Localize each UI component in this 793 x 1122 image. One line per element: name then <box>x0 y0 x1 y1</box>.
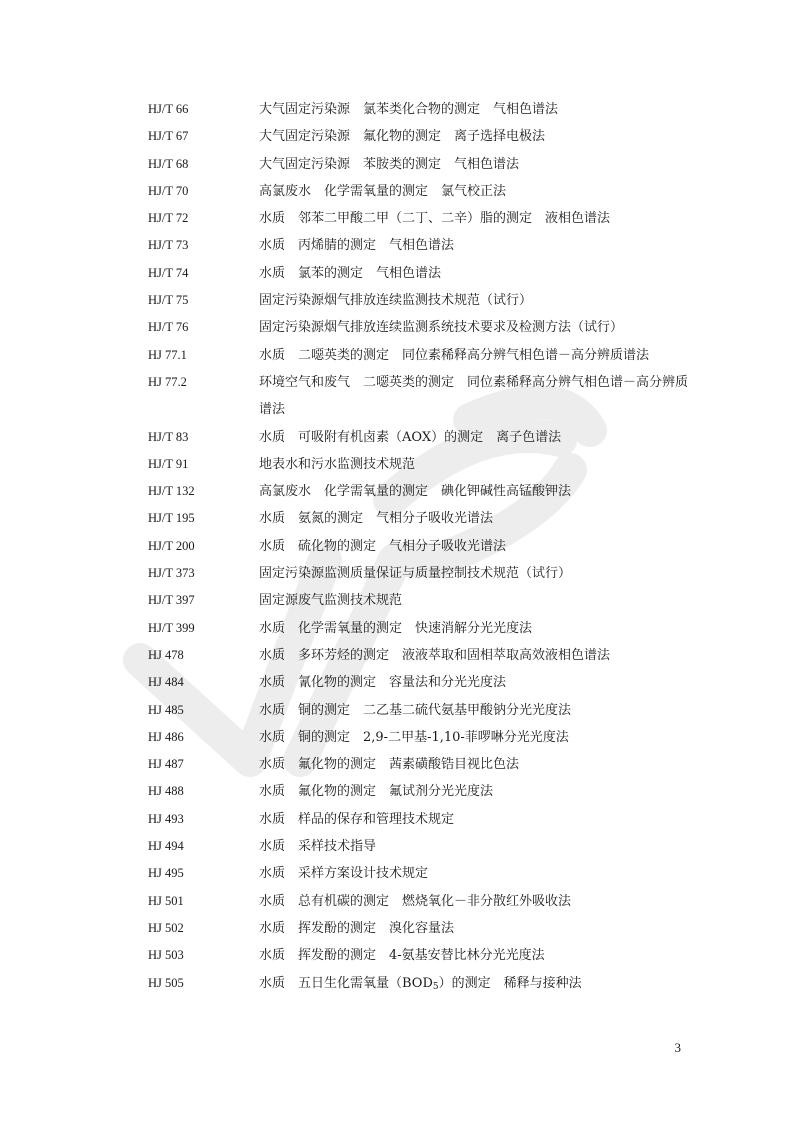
standard-title: 水质 可吸附有机卤素（AOX）的测定 离子色谱法 <box>259 429 562 445</box>
standard-title: 水质 多环芳烃的测定 液液萃取和固相萃取高效液相色谱法 <box>259 647 611 663</box>
standard-title: 水质 挥发酚的测定 4-氨基安替比林分光光度法 <box>259 948 545 964</box>
standard-row <box>148 970 688 1001</box>
standard-code: HJ/T 67 <box>148 129 189 144</box>
standard-code: HJ/T 399 <box>148 620 195 635</box>
standard-row <box>148 860 688 887</box>
standard-code: HJ/T 200 <box>148 538 195 553</box>
standard-row <box>148 806 688 833</box>
standard-title: 水质 氟化物的测定 氟试剂分光光度法 <box>259 784 494 800</box>
standard-row <box>148 642 688 669</box>
standard-code: HJ 484 <box>148 675 184 690</box>
standard-code: HJ/T 72 <box>148 211 189 226</box>
standard-row <box>148 151 688 178</box>
standard-code: HJ 487 <box>148 757 184 772</box>
standard-code: HJ/T 75 <box>148 293 189 308</box>
standard-code: HJ/T 91 <box>148 456 189 471</box>
standard-title: 大气固定污染源 苯胺类的测定 气相色谱法 <box>259 156 520 172</box>
subscript: 5 <box>432 981 439 992</box>
standard-row <box>148 178 688 205</box>
standard-code: HJ 495 <box>148 866 184 881</box>
standard-code: HJ 77.2 <box>148 374 187 389</box>
standard-code: HJ 486 <box>148 729 184 744</box>
standard-title: 环境空气和废气 二噁英类的测定 同位素稀释高分辨气相色谱－高分辨质谱法 <box>259 374 689 418</box>
standard-row <box>148 615 688 642</box>
standard-code: HJ 493 <box>148 811 184 826</box>
standard-code: HJ 77.1 <box>148 347 187 362</box>
standard-title <box>259 970 688 1001</box>
standard-title: 水质 采样方案设计技术规定 <box>259 866 429 882</box>
standard-code: HJ/T 132 <box>148 484 195 499</box>
standard-row <box>148 342 688 369</box>
standard-code: HJ/T 397 <box>148 593 195 608</box>
standard-code: HJ/T 74 <box>148 265 189 280</box>
standard-row <box>148 96 688 123</box>
standard-title: 高氯废水 化学需氧量的测定 氯气校正法 <box>259 183 507 199</box>
standard-title: 固定污染源监测质量保证与质量控制技术规范（试行） <box>259 566 572 582</box>
standard-row <box>148 751 688 778</box>
standard-row <box>148 260 688 287</box>
standard-title: 水质 丙烯腈的测定 气相色谱法 <box>259 238 455 254</box>
standard-row <box>148 833 688 860</box>
standard-row <box>148 478 688 505</box>
standard-row <box>148 451 688 478</box>
standard-title: 水质 总有机碳的测定 燃烧氧化－非分散红外吸收法 <box>259 893 572 909</box>
standard-title: 固定污染源烟气排放连续监测技术规范（试行） <box>259 293 533 309</box>
standard-title: 固定源废气监测技术规范 <box>259 593 403 609</box>
standard-title: 水质 铜的测定 2,9-二甲基-1,10-菲啰啉分光光度法 <box>259 729 569 745</box>
standard-code: HJ/T 373 <box>148 566 195 581</box>
standard-row <box>148 369 688 424</box>
standard-title: 水质 铜的测定 二乙基二硫代氨基甲酸钠分光光度法 <box>259 702 572 718</box>
standard-row <box>148 205 688 232</box>
standard-row <box>148 232 688 259</box>
standard-row <box>148 888 688 915</box>
standard-row <box>148 560 688 587</box>
standard-title: 大气固定污染源 氯苯类化合物的测定 气相色谱法 <box>259 102 559 117</box>
standard-code: HJ/T 70 <box>148 183 189 198</box>
standard-row <box>148 424 688 451</box>
standard-title: 水质 氯苯的测定 气相色谱法 <box>259 265 442 281</box>
standard-code: HJ 478 <box>148 647 184 662</box>
standard-code: HJ/T 83 <box>148 429 189 444</box>
standard-code: HJ/T 68 <box>148 156 189 171</box>
standard-title: 水质 氟化物的测定 茜素磺酸锆目视比色法 <box>259 757 520 773</box>
standard-title: 水质 挥发酚的测定 溴化容量法 <box>259 920 455 936</box>
standard-row <box>148 724 688 751</box>
title-part: ）的测定 稀释与接种法 <box>438 975 582 991</box>
standard-title: 水质 氨氮的测定 气相分子吸收光谱法 <box>259 511 494 527</box>
standard-row <box>148 505 688 532</box>
standard-title: 地表水和污水监测技术规范 <box>259 456 416 472</box>
standard-row <box>148 314 688 341</box>
standard-code: HJ 501 <box>148 893 184 908</box>
standard-title: 大气固定污染源 氟化物的测定 离子选择电极法 <box>259 129 546 145</box>
standard-title: 水质 氰化物的测定 容量法和分光光度法 <box>259 675 507 691</box>
standard-code: HJ/T 76 <box>148 320 189 335</box>
standard-code: HJ/T 73 <box>148 238 189 253</box>
standard-row <box>148 697 688 724</box>
standard-row <box>148 287 688 314</box>
standard-row <box>148 942 688 969</box>
title-part: 水质 五日生化需氧量（BOD <box>259 975 433 991</box>
page-number: 3 <box>674 1040 681 1055</box>
standard-row <box>148 533 688 560</box>
standards-list <box>148 96 688 1001</box>
standard-title: 固定污染源烟气排放连续监测系统技术要求及检测方法（试行） <box>259 320 624 336</box>
standard-row <box>148 778 688 805</box>
standard-code: HJ/T 66 <box>148 102 189 116</box>
standard-code: HJ 503 <box>148 948 184 963</box>
standard-title: 水质 采样技术指导 <box>259 839 377 855</box>
standard-code: HJ/T 195 <box>148 511 195 526</box>
standard-code: HJ 502 <box>148 920 184 935</box>
standard-row <box>148 123 688 150</box>
standard-code: HJ 494 <box>148 839 184 854</box>
standard-title: 水质 硫化物的测定 气相分子吸收光谱法 <box>259 538 507 554</box>
standard-title: 高氯废水 化学需氧量的测定 碘化钾碱性高锰酸钾法 <box>259 484 572 500</box>
standard-row <box>148 915 688 942</box>
standard-code: HJ 505 <box>148 975 184 990</box>
standard-title: 水质 二噁英类的测定 同位素稀释高分辨气相色谱－高分辨质谱法 <box>259 347 650 363</box>
standard-title: 水质 邻苯二甲酸二甲（二丁、二辛）脂的测定 液相色谱法 <box>259 211 611 227</box>
standard-row <box>148 669 688 696</box>
standard-title: 水质 化学需氧量的测定 快速消解分光光度法 <box>259 620 533 636</box>
standard-title: 水质 样品的保存和管理技术规定 <box>259 811 455 827</box>
standard-code: HJ 488 <box>148 784 184 799</box>
standard-code: HJ 485 <box>148 702 184 717</box>
standard-row <box>148 587 688 614</box>
